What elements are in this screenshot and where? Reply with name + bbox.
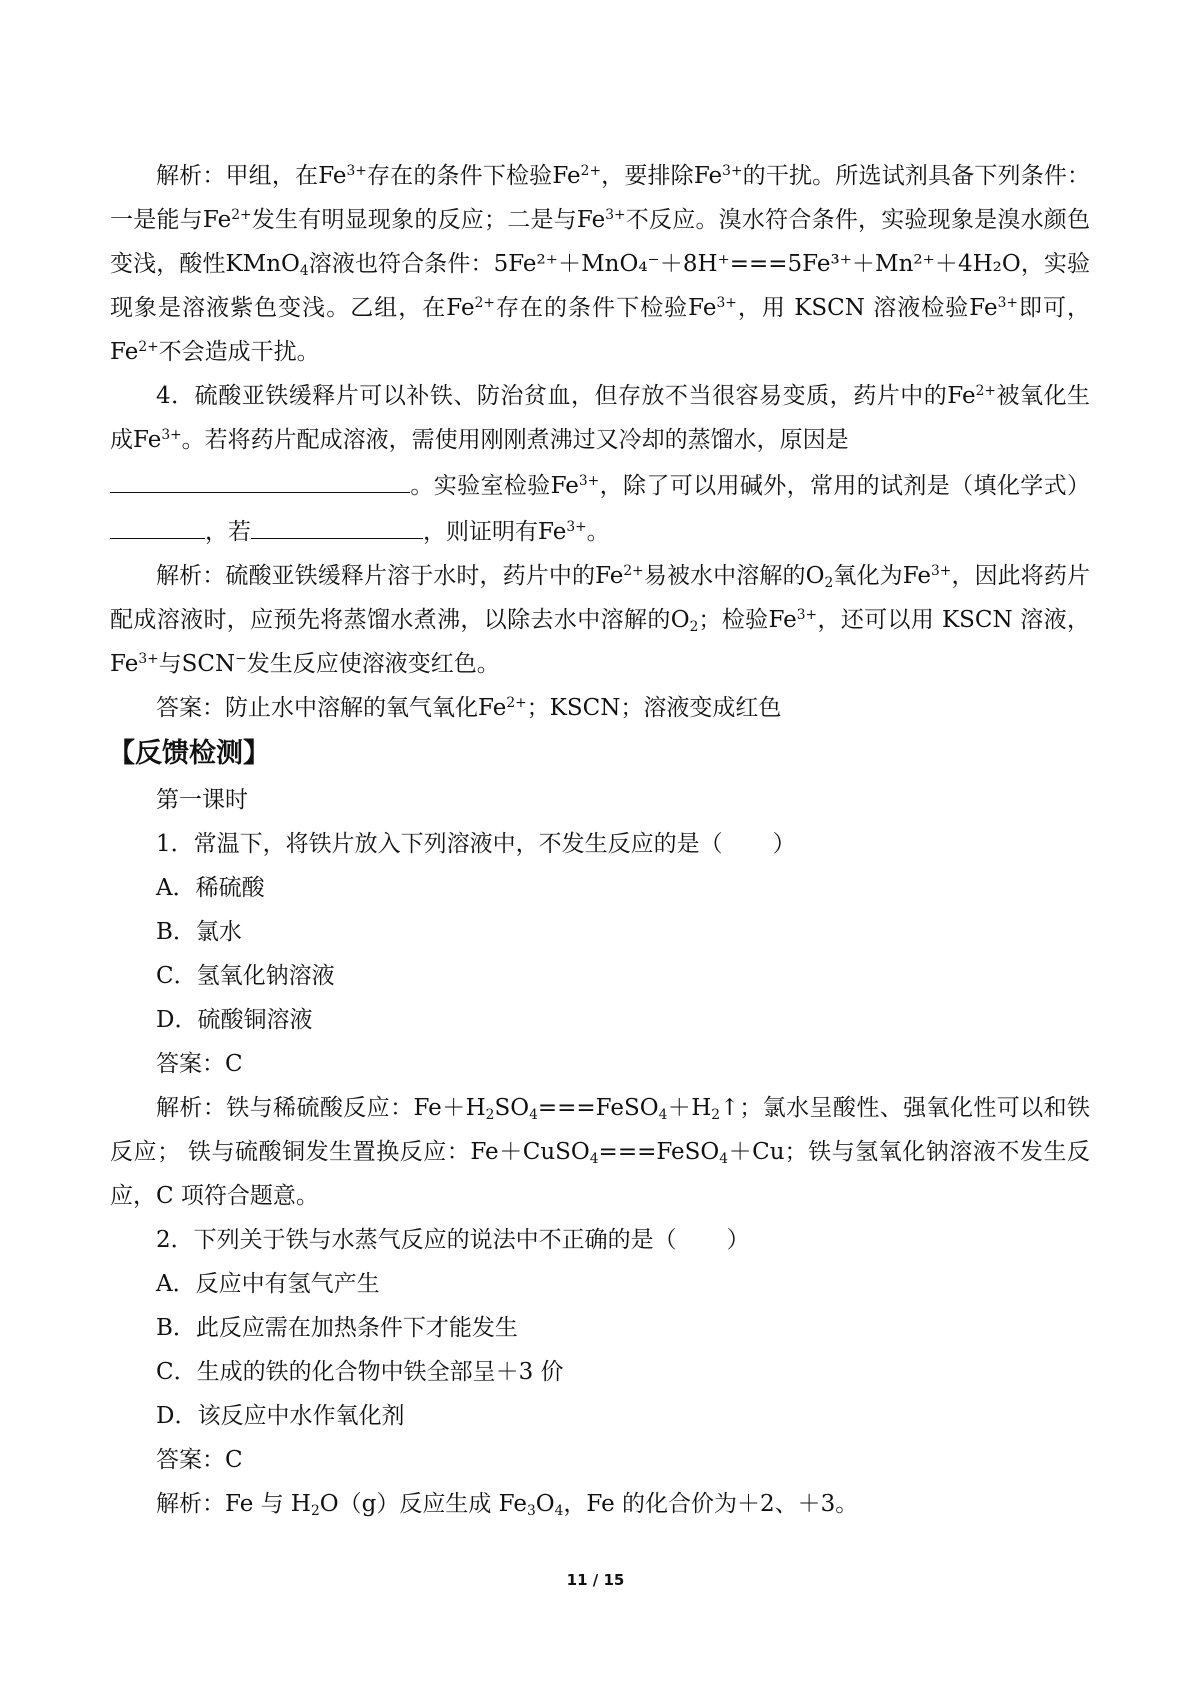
answer-q1: 答案：C xyxy=(156,1051,243,1077)
answer-blank-1[interactable] xyxy=(110,462,410,493)
redox-equation: 5Fe²⁺＋MnO₄⁻＋8H⁺===5Fe³⁺＋Mn²⁺＋4H₂O， xyxy=(493,251,1044,277)
page-content xyxy=(110,154,1090,1526)
answer-blank-3[interactable] xyxy=(251,508,423,539)
section-title: 【反馈检测】 xyxy=(108,738,270,769)
analysis-paragraph-q2: 解析：Fe 与 $H_2O(g)$反应生成 $Fe_3O_4$，Fe 的化合价为＋2、＋3。 xyxy=(156,1491,859,1520)
option-c: C．氢氧化钠溶液 xyxy=(156,963,335,989)
question-2: 2．下列关于铁与水蒸气反应的说法中不正确的是（ ） xyxy=(156,1227,750,1253)
page-number: 11 / 15 xyxy=(566,1571,625,1589)
analysis-paragraph-q4: 解析：硫酸亚铁缓释片溶于水时，药片中的$Fe^{2+}$易被水中溶解的$O_2$氧化为$Fe^{3+}$，因此将药片配成溶液时，应预先将蒸馏水煮沸，以除去水中溶解的$O_2$；检验$Fe^{3+}$，还可以用 KSCN 溶液，$Fe^{3+}$与SCN−发生反应使溶液变红色。 xyxy=(110,563,1091,677)
option-a: A．反应中有氢气产生 xyxy=(156,1271,380,1297)
answer-blank-2[interactable] xyxy=(110,508,205,539)
answer-q4: 答案：防止水中溶解的氧气氧化$Fe^{2+}$；KSCN；溶液变成红色 xyxy=(156,695,782,721)
question-1: 1．常温下，将铁片放入下列溶液中，不发生反应的是（ ） xyxy=(156,831,796,857)
option-a: A．稀硫酸 xyxy=(156,875,265,901)
option-b: B．氯水 xyxy=(156,919,242,945)
lesson-label: 第一课时 xyxy=(156,787,248,813)
option-b: B．此反应需在加热条件下才能发生 xyxy=(156,1315,518,1341)
analysis-paragraph-q1: 解析：铁与稀硫酸反应：$Fe+H_2SO_4===FeSO_4+H_2↑$；氯水呈酸性、强氧化性可以和铁反应； 铁与硫酸铜发生置换反应：Fe＋CuSO$_4$===FeSO$_4$＋Cu；铁与氢氧化钠溶液不发生反应，C 项符合题意。 xyxy=(110,1095,1090,1209)
option-d: D．该反应中水作氧化剂 xyxy=(156,1403,405,1429)
analysis-paragraph-q3: 解析：甲组，在$Fe^{3+}$存在的条件下检验$Fe^{2+}$，要排除$Fe^{3+}$的干扰。所选试剂具备下列条件：一是能与$Fe^{2+}$发生有明显现象的反应；二是与$Fe^{3+}$不反应。溴水符合条件，实验现象是溴水颜色变浅，酸性KMnO$_4$溶液也符合条件：5Fe²⁺＋MnO₄⁻＋8H⁺===5Fe³⁺＋Mn²⁺＋4H₂O，实验现象是溶液紫色变浅。乙组，在$Fe^{2+}$存在的条件下检验$Fe^{3+}$，用 KSCN 溶液检验$Fe^{3+}$即可，$Fe^{2+}$不会造成干扰。 xyxy=(110,163,1091,365)
answer-q2: 答案：C xyxy=(156,1447,243,1473)
question-4: 4．硫酸亚铁缓释片可以补铁、防治贫血，但存放不当很容易变质，药片中的$Fe^{2+}$被氧化生成$Fe^{3+}$。若将药片配成溶液，需使用刚刚煮沸过又冷却的蒸馏水，原因是 。实验室检验$Fe^{3+}$，除了可以用碱外，常用的试剂是（填化学式），若 ，则证明有$Fe^{3+}$。 xyxy=(110,383,1091,545)
option-d: D．硫酸铜溶液 xyxy=(156,1007,313,1033)
option-c: C．生成的铁的化合物中铁全部呈＋3 价 xyxy=(156,1359,564,1385)
